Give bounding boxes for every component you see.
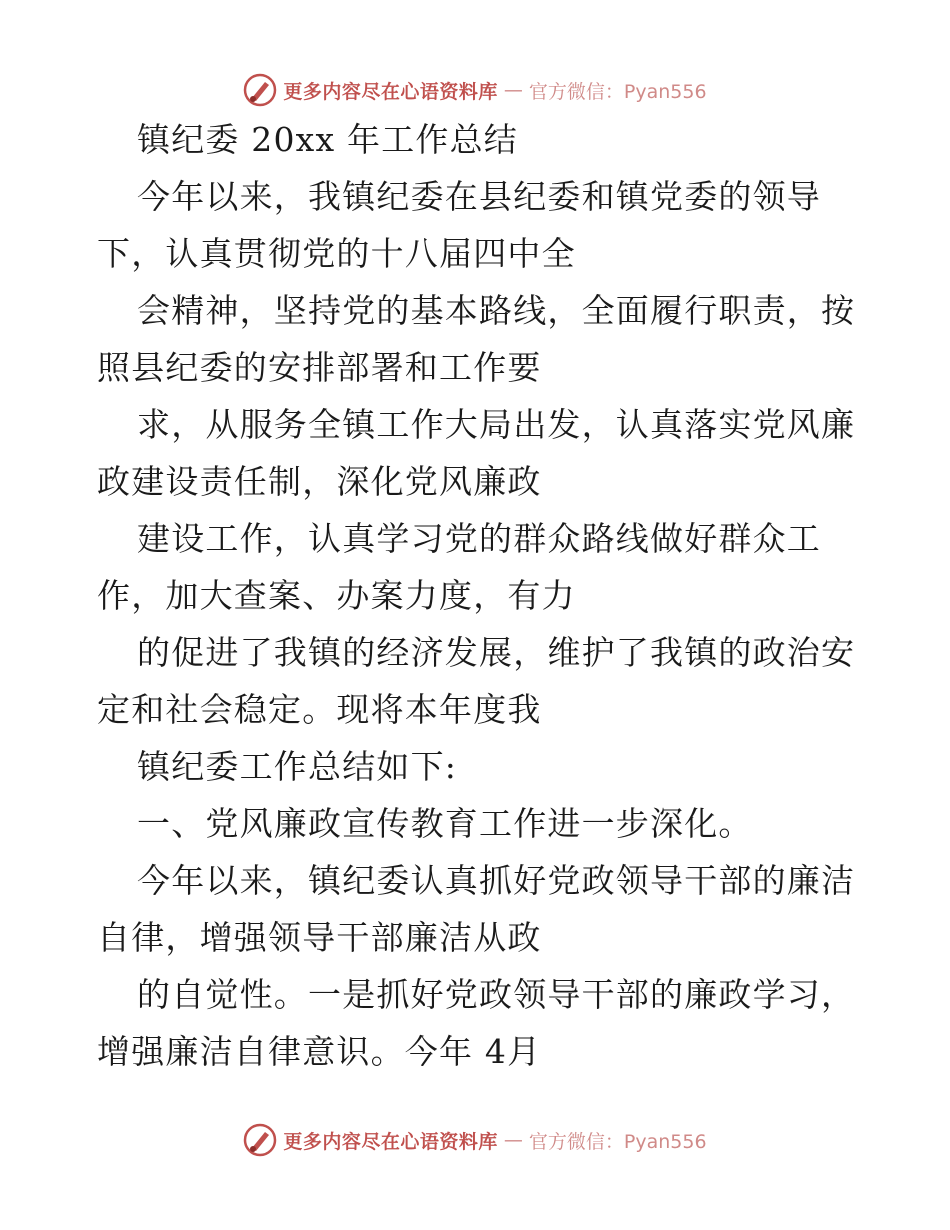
document-line: 照县纪委的安排部署和工作要 [97, 348, 542, 387]
document-line: 的自觉性。一是抓好党政领导干部的廉政学习， [137, 975, 856, 1014]
document-line: 会精神，坚持党的基本路线，全面履行职责，按 [137, 291, 856, 330]
watermark-main-text: 更多内容尽在心语资料库 [283, 80, 498, 103]
watermark-wechat-text: 官方微信：Pyan556 [528, 1130, 707, 1153]
pen-logo-icon [243, 73, 277, 107]
document-line: 的促进了我镇的经济发展，维护了我镇的政治安 [137, 633, 856, 672]
document-line: 建设工作，认真学习党的群众路线做好群众工 [137, 519, 821, 558]
watermark-dash: — [503, 79, 523, 101]
document-line: 镇纪委 20xx 年工作总结 [137, 120, 518, 159]
document-line: 一、党风廉政宣传教育工作进一步深化。 [137, 804, 753, 843]
document-line: 镇纪委工作总结如下: [137, 747, 458, 786]
footer-watermark-banner [0, 1120, 950, 1160]
document-line: 定和社会稳定。现将本年度我 [97, 690, 542, 729]
document-line: 增强廉洁自律意识。今年 4月 [97, 1032, 542, 1071]
document-line: 作，加大查案、办案力度，有力 [97, 576, 576, 615]
footer-watermark-inner [243, 1123, 706, 1157]
document-line: 求，从服务全镇工作大局出发，认真落实党风廉 [137, 405, 856, 444]
pen-logo-icon [243, 1123, 277, 1157]
document-line: 自律，增强领导干部廉洁从政 [97, 918, 542, 957]
watermark-dash: — [503, 1129, 523, 1151]
document-line: 下，认真贯彻党的十八届四中全 [97, 234, 576, 273]
watermark-main-text: 更多内容尽在心语资料库 [283, 1130, 498, 1153]
document-line: 政建设责任制，深化党风廉政 [97, 462, 542, 501]
document-body [97, 122, 857, 1069]
header-watermark-inner [243, 73, 706, 107]
header-watermark-banner [0, 70, 950, 110]
document-line: 今年以来，镇纪委认真抓好党政领导干部的廉洁 [137, 861, 856, 900]
document-line: 今年以来，我镇纪委在县纪委和镇党委的领导 [137, 177, 821, 216]
watermark-wechat-text: 官方微信：Pyan556 [528, 80, 707, 103]
